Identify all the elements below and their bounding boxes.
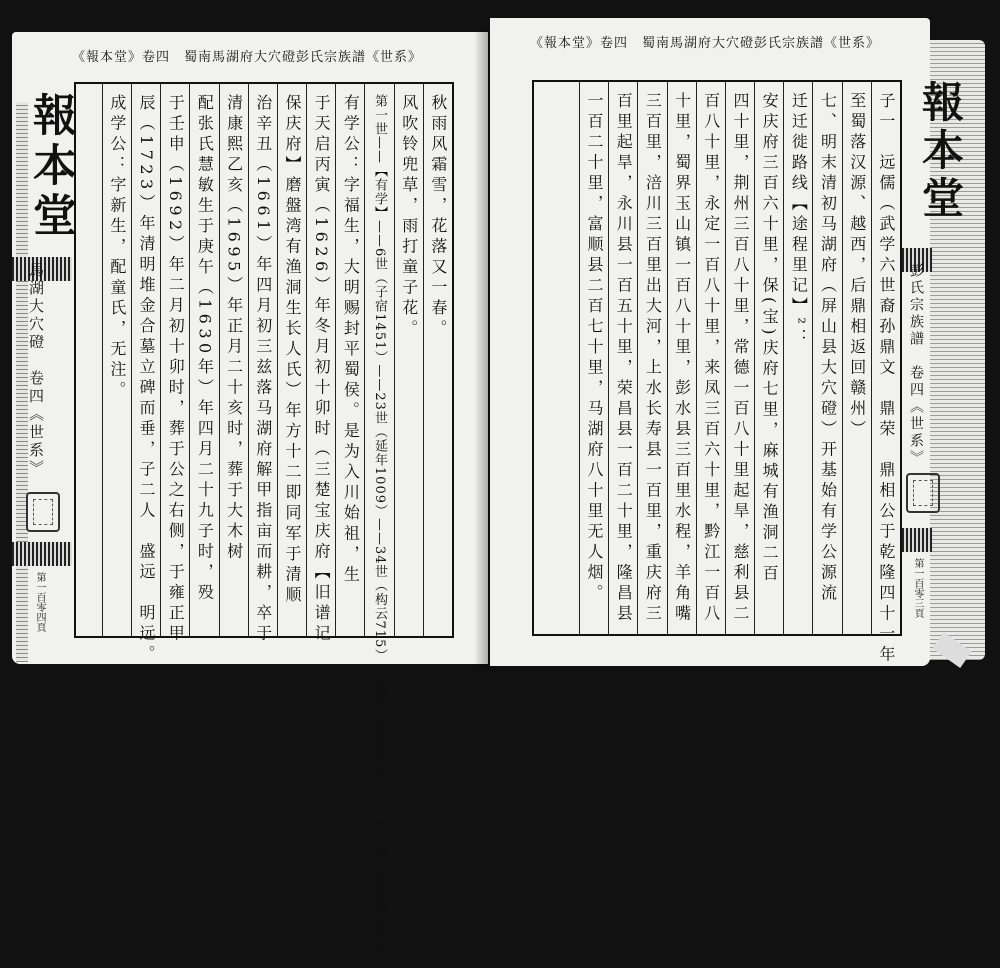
column-text: 于天启丙寅（1626）年冬月初十卯时（三楚宝庆府【旧谱记 — [312, 94, 332, 645]
text-column — [579, 82, 608, 634]
column-text: 四十里，荆州三百八十里，常德一百八十里起旱，慈利县二 — [730, 92, 750, 625]
right-column-grid — [534, 82, 900, 666]
column-text: 清康熙乙亥（1695）年正月二十亥时，葬于大木树 — [224, 94, 244, 563]
left-text-frame — [74, 82, 454, 968]
right-page-header: 《報本堂》卷四 蜀南馬湖府大穴磴彭氏宗族譜《世系》 — [530, 36, 881, 51]
left-decorative-band — [12, 542, 72, 566]
right-text-frame — [532, 80, 902, 666]
column-text: 辰（1723）年清明堆金合墓立碑而垂，子二人 盛远 明远。 — [137, 94, 157, 666]
text-column — [335, 84, 364, 636]
left-page-number: 第一百零四頁 — [34, 572, 45, 632]
column-text: 第一世——【有学】——6世（子宿1451）——23世（延年1009）——34世（构云715） 59世（宣公前74）——141世（彭祖前2325） — [372, 94, 388, 968]
text-column — [550, 82, 579, 634]
left-page — [12, 32, 488, 968]
left-seal-icon — [26, 492, 60, 532]
column-text: 配张氏慧敏生于庚午（1630年）年四月二十九子时，殁 — [195, 94, 215, 604]
text-column — [364, 84, 393, 968]
right-side-subtitle: 彭氏宗族譜 卷四《世系》 — [908, 263, 924, 467]
column-text: 子一 远儒（武学六世裔孙鼎文 鼎荣 鼎相公于乾隆四十一年 — [876, 92, 896, 666]
text-column — [73, 84, 102, 636]
column-text: 至蜀落汉源、越西，后鼎相返回赣州） — [847, 92, 867, 441]
text-column — [423, 84, 452, 636]
column-text: 迁迁徙路线【途程里记】²： — [789, 92, 809, 349]
column-text: 治辛丑（1661）年四月初三兹落马湖府解甲指亩而耕，卒于 — [253, 94, 273, 645]
column-text: 保庆府】磨盤湾有渔洞生长人氏）年方十二即同军于清顺 — [282, 94, 302, 607]
text-column — [696, 82, 725, 634]
text-column — [754, 82, 783, 634]
text-column — [608, 82, 637, 634]
text-column — [102, 84, 131, 636]
text-column — [131, 84, 160, 666]
text-column — [160, 84, 189, 645]
text-column — [219, 84, 248, 636]
column-text: 十里，蜀界玉山镇一百八十里，彭水县三百里水程，羊角嘴 — [672, 92, 692, 625]
column-text: 有学公：字福生，大明赐封平蜀侯。是为入川始祖，生 — [341, 94, 361, 586]
right-seal-icon — [906, 473, 940, 513]
column-text: 安庆府三百六十里，保(宝)庆府七里，麻城有渔洞二百 — [760, 92, 780, 585]
column-text: 风吹铃兜草，雨打童子花。 — [399, 94, 419, 340]
text-column — [306, 84, 335, 645]
text-column — [637, 82, 666, 634]
right-page-number: 第一百零三頁 — [912, 558, 923, 618]
text-column — [248, 84, 277, 645]
column-text: 一百二十里，富顺县二百七十里，马湖府八十里无人烟。 — [585, 92, 605, 605]
column-text: 三百里，涪川三百里出大河，上水长寿县一百里，重庆府三 — [643, 92, 663, 625]
column-text: 于壬申（1692）年二月初十卯时，葬于公之右侧，于雍正甲 — [166, 94, 186, 645]
left-column-grid — [76, 84, 452, 968]
left-side-brand: 報本堂 — [25, 92, 76, 242]
text-column — [667, 82, 696, 634]
text-column — [783, 82, 812, 634]
text-column — [394, 84, 423, 636]
column-text: 七、明末清初马湖府（屏山县大穴磴）开基始有学公源流 — [818, 92, 838, 605]
text-column — [725, 82, 754, 634]
column-text: 百里起旱，永川县一百五十里，荣昌县一百二十里，隆昌县 — [614, 92, 634, 625]
text-column — [277, 84, 306, 636]
left-page-header: 《報本堂》卷四 蜀南馬湖府大穴磴彭氏宗族譜《世系》 — [72, 50, 423, 65]
column-text: 百八十里，永定一百八十里，来凤三百六十里，黔江一百八 — [701, 92, 721, 625]
text-column — [812, 82, 841, 634]
left-side-subtitle: 馬湖大穴磴 卷四《世系》 — [27, 262, 45, 478]
text-column — [871, 82, 900, 666]
text-column — [189, 84, 218, 636]
column-text: 成学公：字新生，配童氏，无注。 — [107, 94, 127, 402]
right-page — [490, 18, 965, 666]
right-side-brand: 報本堂 — [916, 80, 965, 224]
column-text: 秋雨风霜雪，花落又一春。 — [428, 94, 448, 340]
text-column — [842, 82, 871, 634]
right-decorative-band — [902, 528, 932, 552]
